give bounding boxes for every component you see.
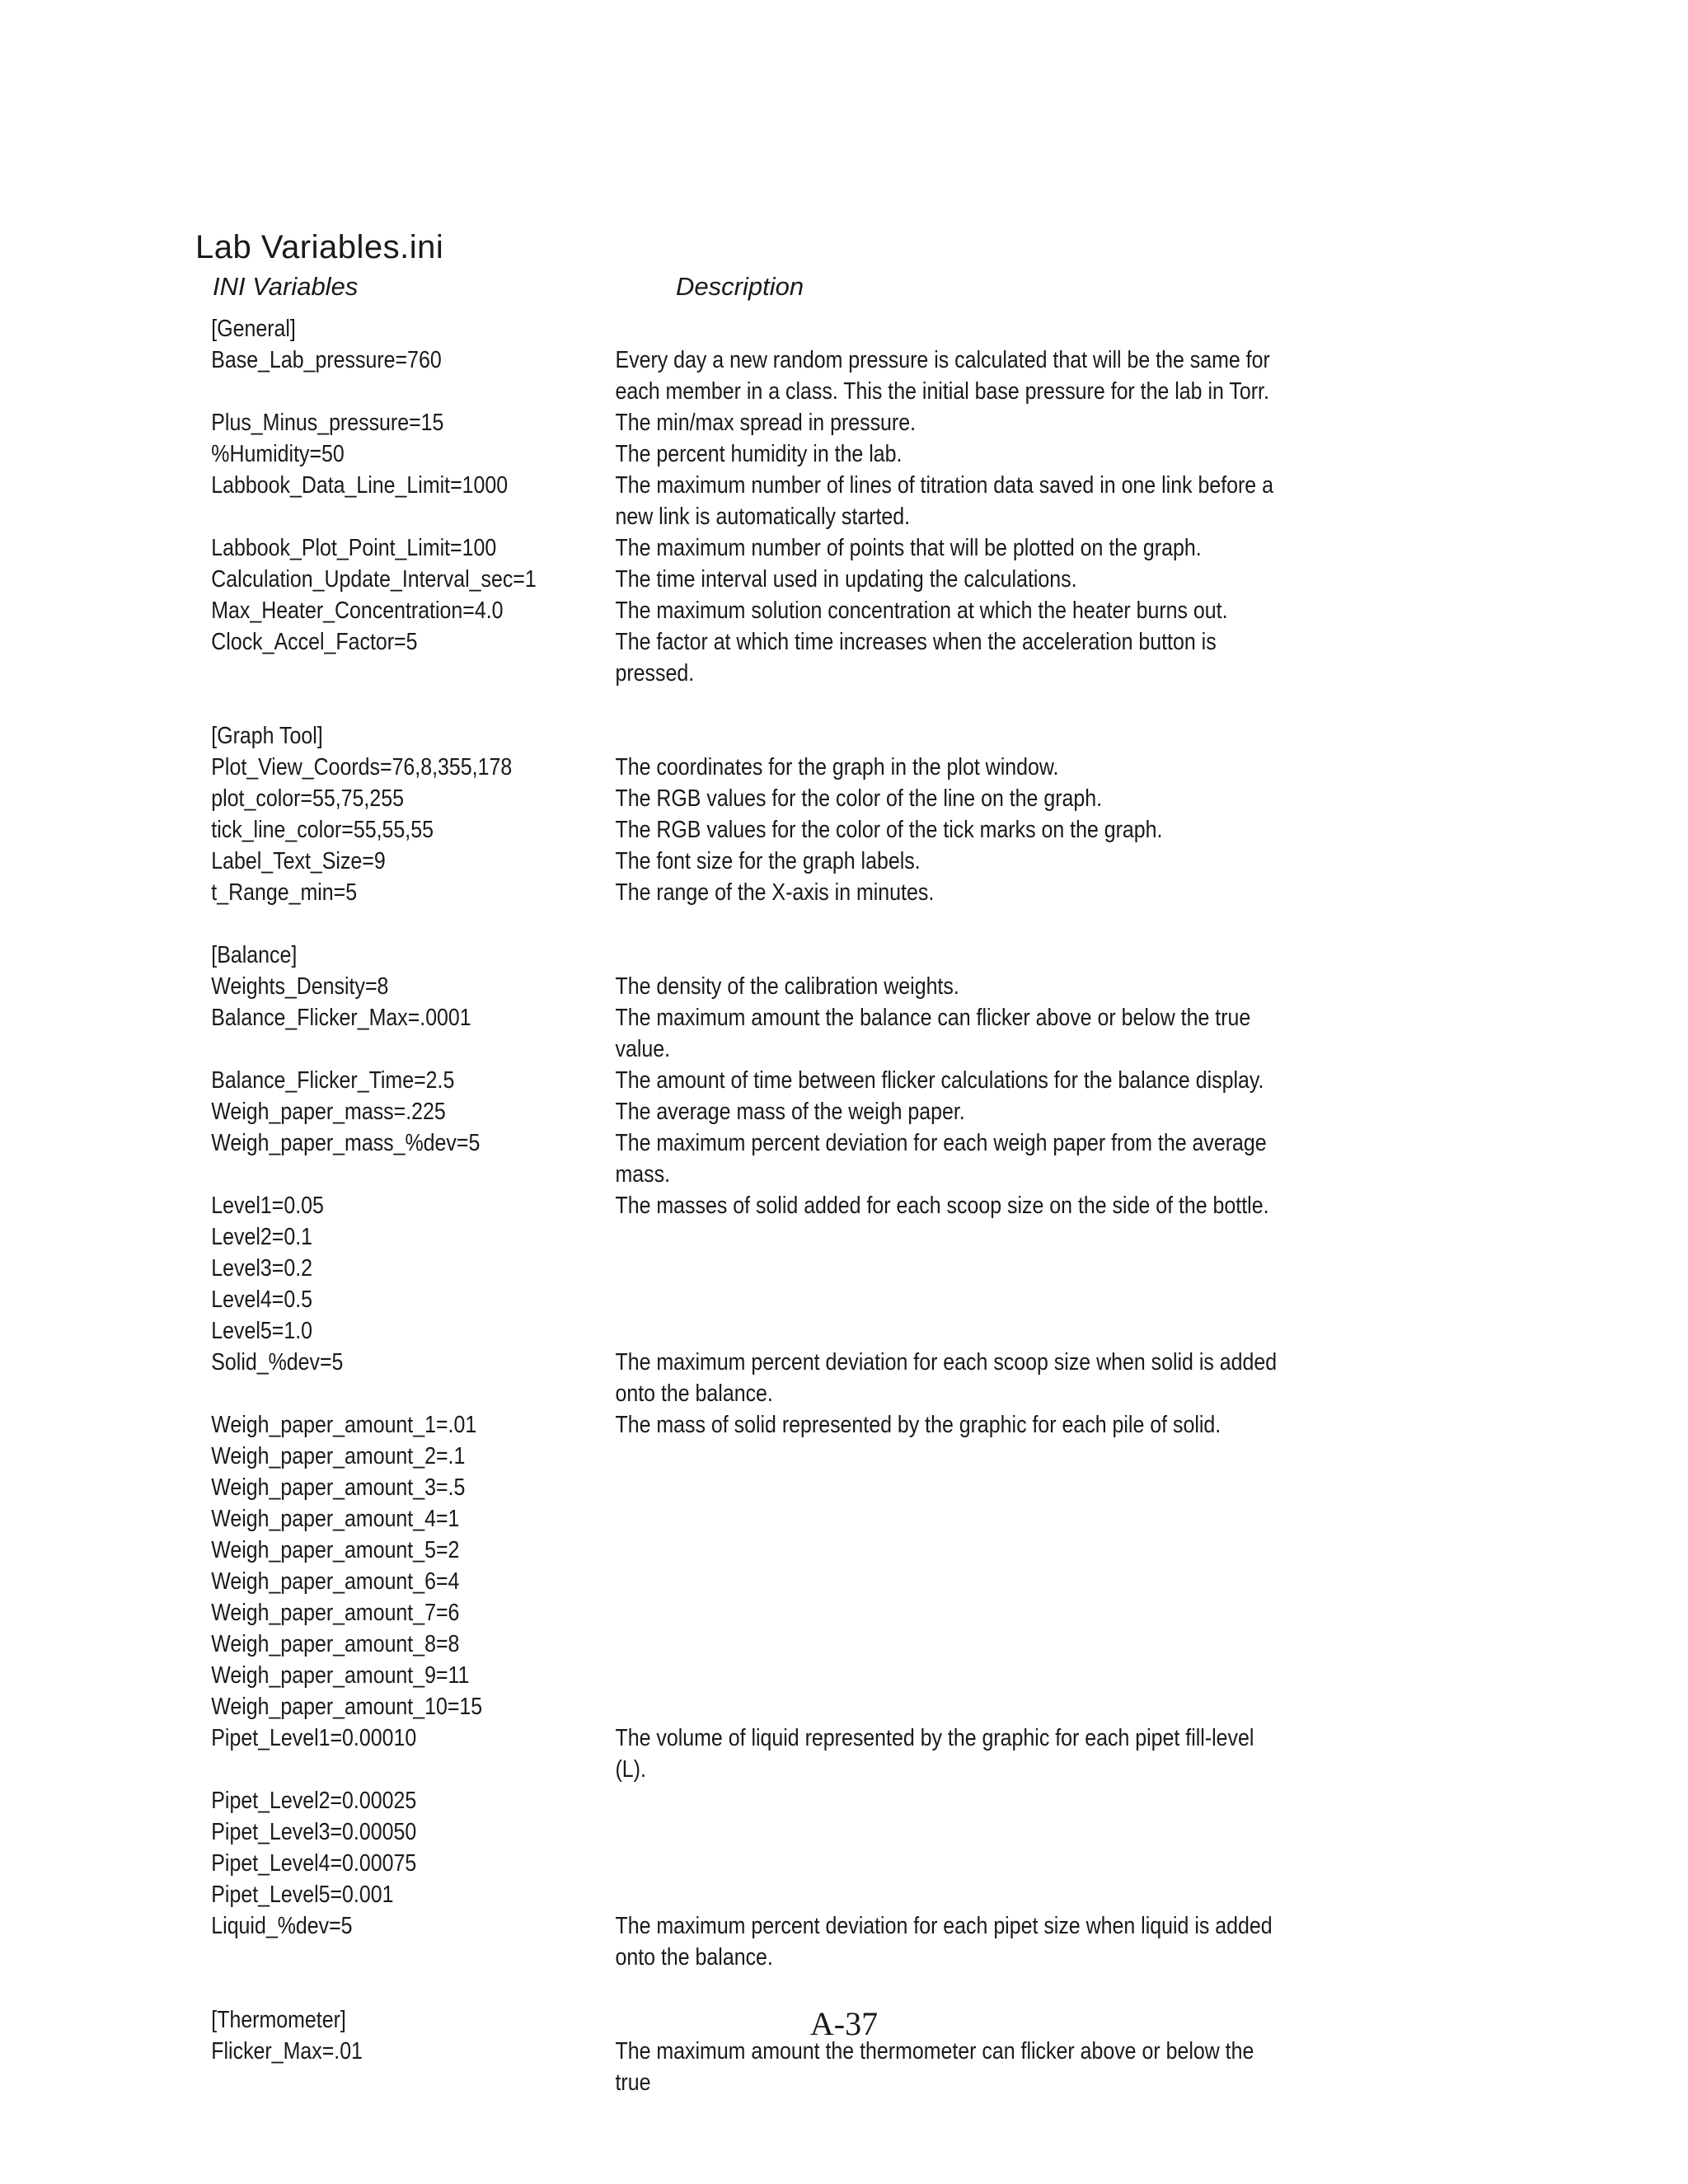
section-name: [Graph Tool] [211, 723, 323, 749]
variable-name: Pipet_Level3=0.00050 [211, 1819, 417, 1845]
section-header-row [0, 313, 1451, 344]
variable-row [0, 783, 1451, 814]
variable-description: The maximum percent deviation for each weigh paper from the average mass. [615, 1130, 1267, 1188]
variable-row [0, 971, 1451, 1002]
variable-row [0, 1503, 1451, 1535]
variable-row [0, 626, 1451, 689]
variable-description: The maximum percent deviation for each scoop size when solid is added onto the balance. [615, 1349, 1278, 1407]
variable-description [615, 313, 1281, 344]
variable-row [0, 1660, 1451, 1691]
variable-name: Weigh_paper_amount_7=6 [211, 1600, 460, 1626]
variable-description: The factor at which time increases when the acceleration button is pressed. [615, 629, 1217, 687]
section-name: [Balance] [211, 942, 298, 968]
variable-row [0, 564, 1451, 595]
variable-name: Max_Heater_Concentration=4.0 [211, 598, 504, 624]
variable-name: Solid_%dev=5 [211, 1349, 344, 1376]
variable-row [0, 1315, 1451, 1347]
variable-name: Level4=0.5 [211, 1286, 313, 1313]
variable-row [0, 1879, 1451, 1910]
variables-column-header: INI Variables [213, 272, 359, 301]
variable-name: %Humidity=50 [211, 441, 345, 467]
variable-description [615, 1879, 1281, 1910]
variable-description: The maximum number of lines of titration data saved in one link before a new link is automatically started. [615, 472, 1273, 530]
variable-description: The amount of time between flicker calculations for the balance display. [615, 1067, 1264, 1094]
variable-description: The maximum number of points that will be plotted on the graph. [615, 535, 1202, 561]
variable-row [0, 877, 1451, 908]
variable-name: Weigh_paper_amount_6=4 [211, 1568, 460, 1595]
variable-name: Base_Lab_pressure=760 [211, 347, 442, 373]
variable-row [0, 2036, 1451, 2098]
section-name: [General] [211, 316, 296, 342]
variable-description [615, 1441, 1281, 1472]
variable-name: Weigh_paper_amount_10=15 [211, 1694, 483, 1720]
page-title: Lab Variables.ini [195, 229, 444, 265]
variable-description [615, 1597, 1281, 1629]
variable-row [0, 1816, 1451, 1848]
variable-row [0, 1253, 1451, 1284]
variable-row [0, 1629, 1451, 1660]
variable-name: tick_line_color=55,55,55 [211, 817, 434, 843]
variable-row [0, 1566, 1451, 1597]
variable-row [0, 846, 1451, 877]
variable-name: Weigh_paper_amount_5=2 [211, 1537, 460, 1563]
variable-name: t_Range_min=5 [211, 879, 358, 906]
variable-row [0, 1597, 1451, 1629]
variable-description: The range of the X-axis in minutes. [615, 879, 935, 906]
variable-row [0, 470, 1451, 532]
variable-name: Labbook_Plot_Point_Limit=100 [211, 535, 497, 561]
variable-name: Liquid_%dev=5 [211, 1913, 353, 1939]
variable-description [615, 1472, 1281, 1503]
variable-row [0, 752, 1451, 783]
variable-description: The maximum percent deviation for each pipet size when liquid is added onto the balance. [615, 1913, 1273, 1971]
variable-name: Label_Text_Size=9 [211, 848, 386, 874]
section-header-row [0, 940, 1451, 971]
variable-row [0, 1065, 1451, 1096]
variable-description: The maximum amount the thermometer can flicker above or below the true [615, 2038, 1254, 2096]
variable-name: Weigh_paper_amount_2=.1 [211, 1443, 466, 1469]
variable-row [0, 1722, 1451, 1785]
variable-description [615, 1785, 1281, 1816]
variable-description [615, 1848, 1281, 1879]
variable-name: Pipet_Level2=0.00025 [211, 1788, 417, 1814]
variable-description [615, 1629, 1281, 1660]
variable-name: Labbook_Data_Line_Limit=1000 [211, 472, 509, 499]
ini-variable-list [0, 313, 1451, 2098]
variable-row [0, 1221, 1451, 1253]
variable-name: Pipet_Level4=0.00075 [211, 1850, 417, 1877]
variable-name: Weigh_paper_mass_%dev=5 [211, 1130, 481, 1156]
variable-description: The masses of solid added for each scoop size on the side of the bottle. [615, 1193, 1269, 1219]
variable-row [0, 814, 1451, 846]
variable-description: The average mass of the weigh paper. [615, 1099, 965, 1125]
description-column-header: Description [676, 272, 804, 301]
variable-row [0, 532, 1451, 564]
variable-row [0, 1785, 1451, 1816]
variable-name: Weigh_paper_amount_3=.5 [211, 1474, 466, 1501]
variable-description [615, 1503, 1281, 1535]
page-number: A-37 [809, 2005, 879, 2042]
variable-description: The percent humidity in the lab. [615, 441, 903, 467]
variable-row [0, 1848, 1451, 1879]
variable-row [0, 407, 1451, 438]
variable-row [0, 1190, 1451, 1221]
variable-name: Level1=0.05 [211, 1193, 324, 1219]
variable-row [0, 1535, 1451, 1566]
variable-row [0, 1284, 1451, 1315]
variable-description: The RGB values for the color of the tick marks on the graph. [615, 817, 1163, 843]
variable-name: Flicker_Max=.01 [211, 2038, 363, 2064]
variable-description [615, 1221, 1281, 1253]
variable-name: plot_color=55,75,255 [211, 785, 404, 812]
variable-name: Plus_Minus_pressure=15 [211, 410, 444, 436]
variable-description [615, 1284, 1281, 1315]
variable-name: Weigh_paper_amount_8=8 [211, 1631, 460, 1657]
variable-description: The RGB values for the color of the line on the graph. [615, 785, 1103, 812]
variable-description: Every day a new random pressure is calculated that will be the same for each member in a class. This the initial base pressure for the lab in Torr. [615, 347, 1270, 405]
variable-description: The volume of liquid represented by the graphic for each pipet fill-level (L). [615, 1725, 1254, 1783]
variable-row [0, 1409, 1451, 1441]
variable-description: The density of the calibration weights. [615, 973, 959, 1000]
variable-name: Weigh_paper_amount_9=11 [211, 1662, 470, 1689]
variable-row [0, 595, 1451, 626]
variable-name: Level2=0.1 [211, 1224, 313, 1250]
variable-row [0, 1127, 1451, 1190]
variable-name: Weigh_paper_mass=.225 [211, 1099, 446, 1125]
variable-row [0, 1441, 1451, 1472]
variable-name: Pipet_Level5=0.001 [211, 1882, 394, 1908]
variable-description: The mass of solid represented by the graphic for each pile of solid. [615, 1412, 1221, 1438]
variable-row [0, 1691, 1451, 1722]
variable-description [615, 1691, 1281, 1722]
variable-row [0, 1472, 1451, 1503]
variable-description: The min/max spread in pressure. [615, 410, 917, 436]
variable-name: Plot_View_Coords=76,8,355,178 [211, 754, 513, 780]
variable-name: Weights_Density=8 [211, 973, 389, 1000]
variable-description [615, 1816, 1281, 1848]
variable-description: The maximum amount the balance can flicker above or below the true value. [615, 1005, 1251, 1062]
variable-description: The font size for the graph labels. [615, 848, 921, 874]
variable-name: Pipet_Level1=0.00010 [211, 1725, 417, 1751]
variable-row [0, 1347, 1451, 1409]
variable-name: Calculation_Update_Interval_sec=1 [211, 566, 537, 593]
variable-description: The coordinates for the graph in the plot window. [615, 754, 1059, 780]
variable-description: The maximum solution concentration at which the heater burns out. [615, 598, 1228, 624]
variable-description [615, 1253, 1281, 1284]
section-header-row [0, 720, 1451, 752]
variable-description [615, 1535, 1281, 1566]
variable-description [615, 1566, 1281, 1597]
variable-description: The time interval used in updating the calculations. [615, 566, 1077, 593]
section-name: [Thermometer] [211, 2007, 346, 2033]
variable-description [615, 720, 1281, 752]
variable-name: Balance_Flicker_Time=2.5 [211, 1067, 455, 1094]
variable-name: Balance_Flicker_Max=.0001 [211, 1005, 471, 1031]
variable-name: Level5=1.0 [211, 1318, 313, 1344]
variable-name: Level3=0.2 [211, 1255, 313, 1282]
variable-description [615, 940, 1281, 971]
variable-row [0, 1002, 1451, 1065]
variable-description [615, 1315, 1281, 1347]
variable-name: Clock_Accel_Factor=5 [211, 629, 418, 655]
variable-name: Weigh_paper_amount_1=.01 [211, 1412, 477, 1438]
variable-name: Weigh_paper_amount_4=1 [211, 1506, 460, 1532]
variable-row [0, 1910, 1451, 1973]
variable-row [0, 438, 1451, 470]
variable-description [615, 1660, 1281, 1691]
variable-row [0, 344, 1451, 407]
variable-row [0, 1096, 1451, 1127]
